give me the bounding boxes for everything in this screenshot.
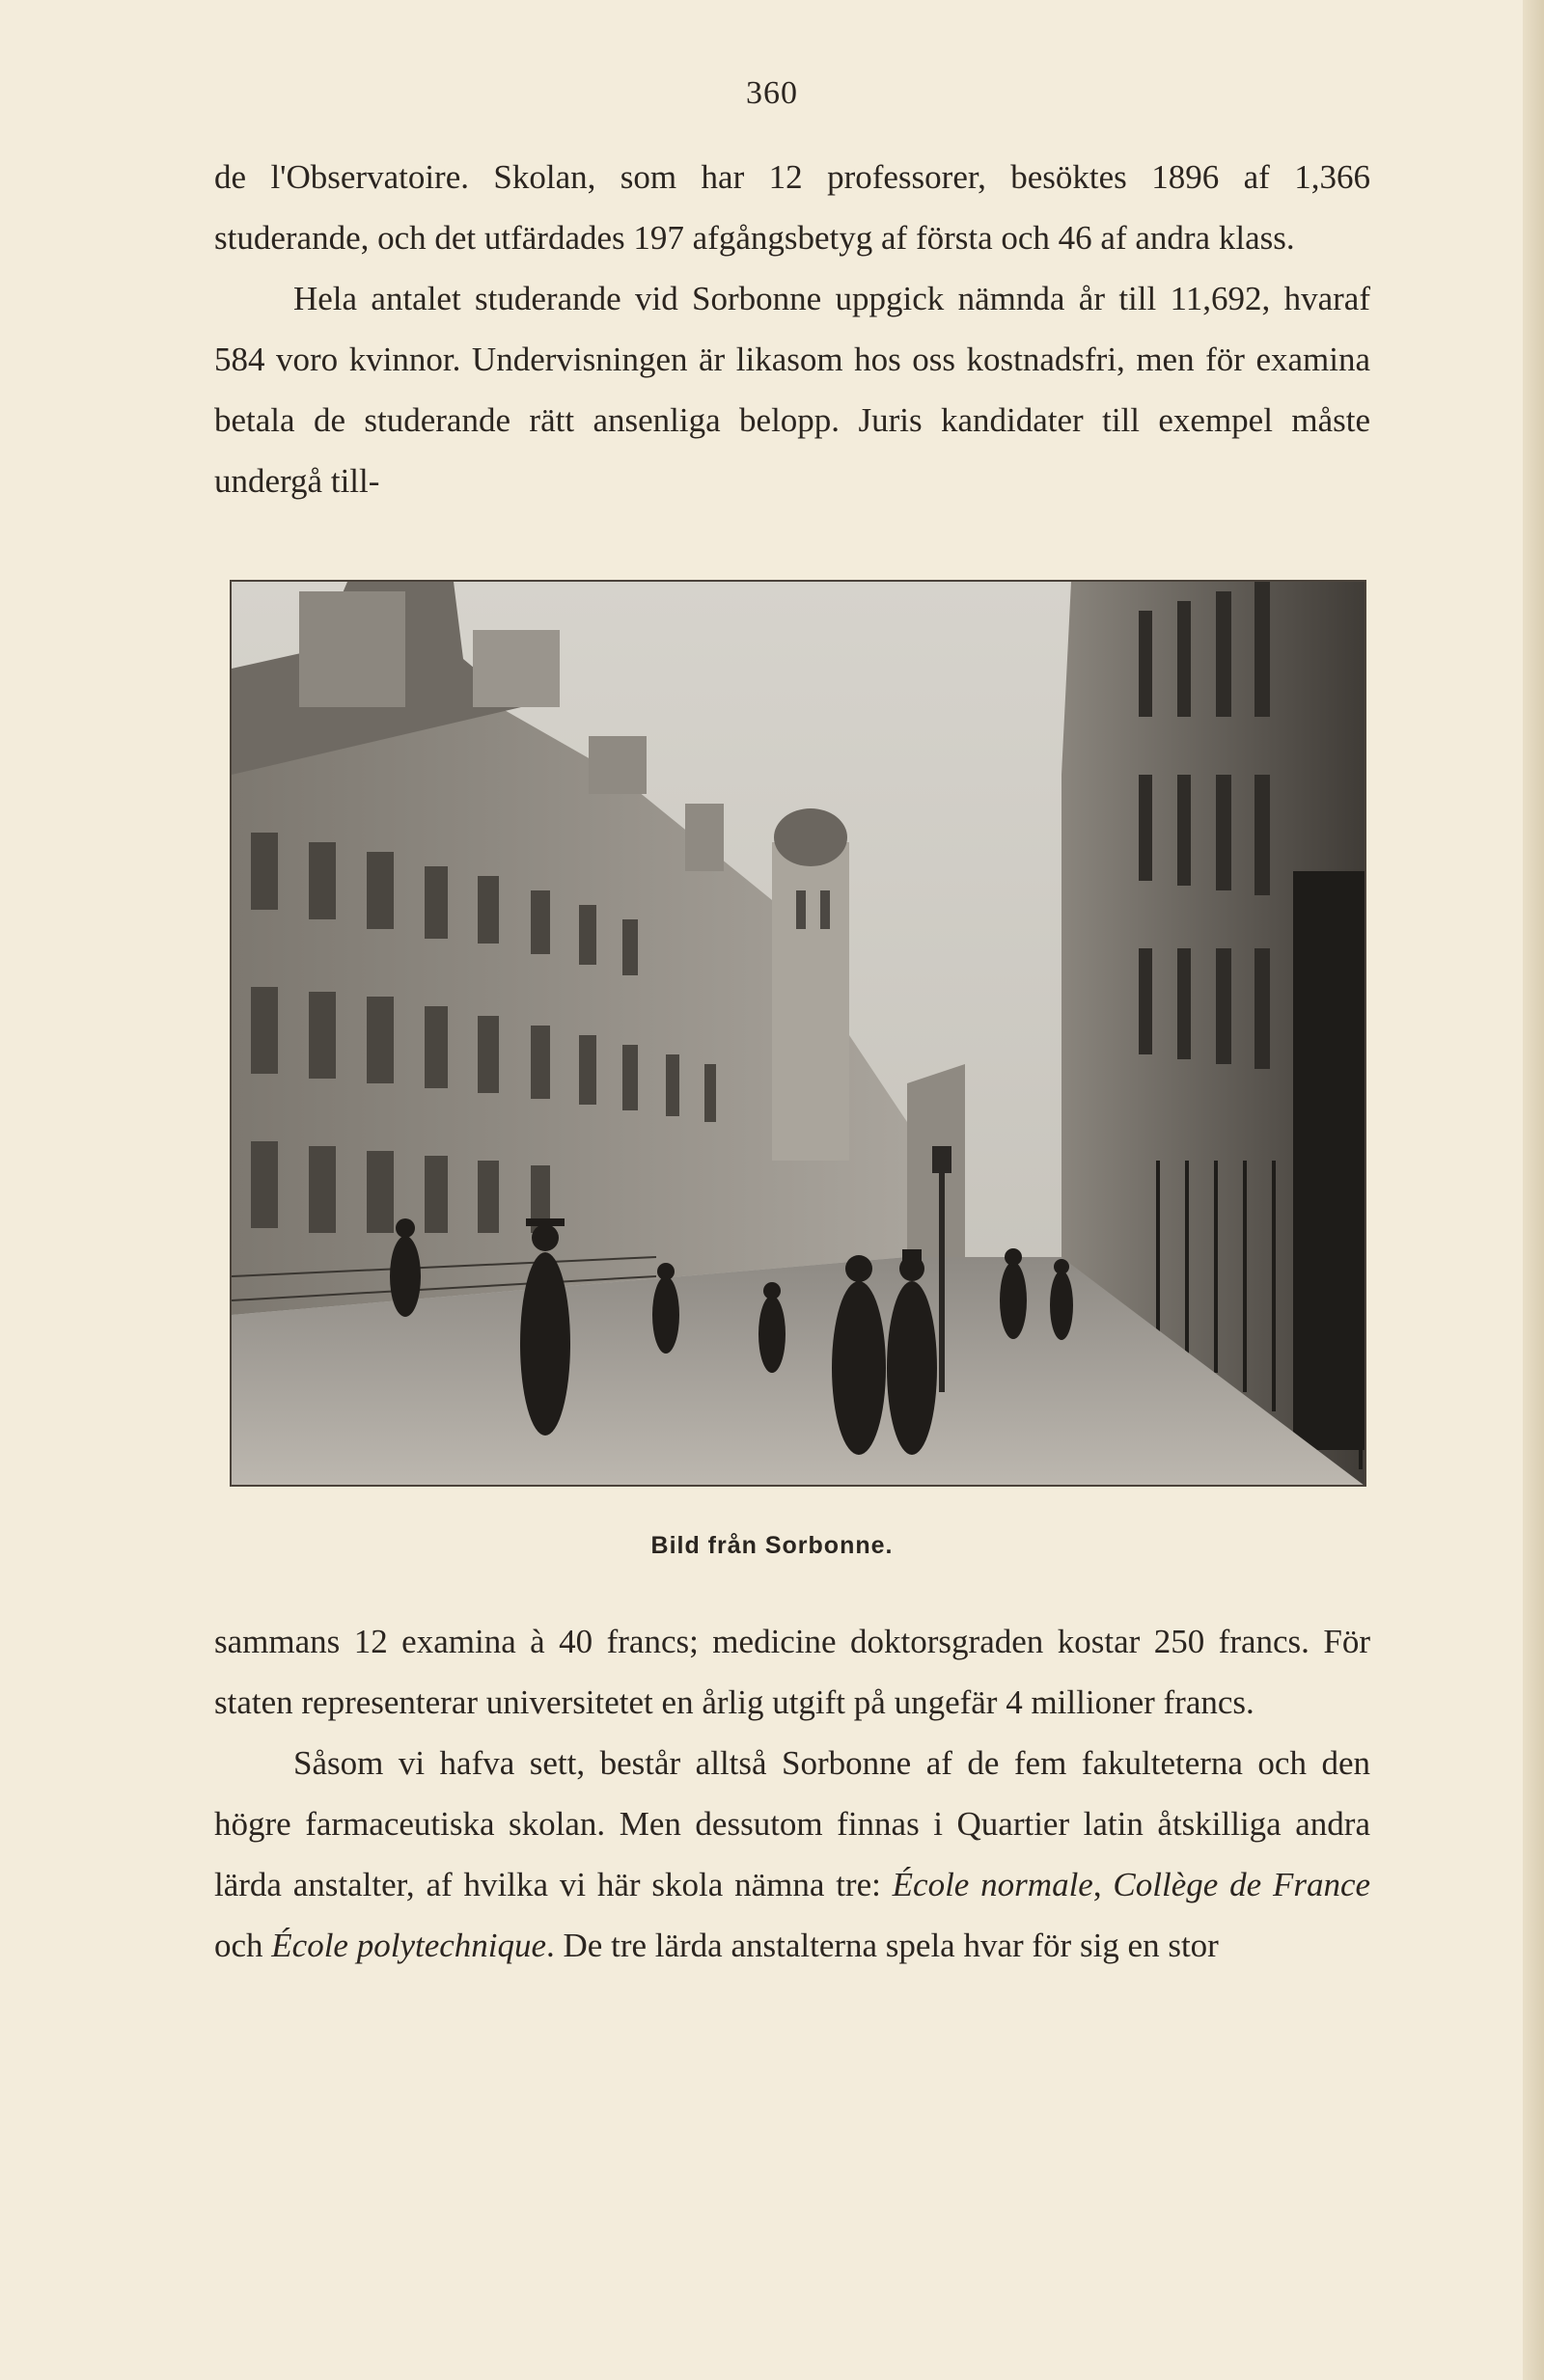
text-block-bottom (214, 1611, 1370, 1976)
separator: , (1092, 1866, 1114, 1903)
page-number: 360 (746, 75, 798, 111)
paragraph (214, 1733, 1370, 1976)
paragraph: Hela antalet studerande vid Sorbonne uppgick nämnda år till 11,692, hvaraf 584 voro kvinnor. Undervisningen är likasom hos oss kostnadsfri, men för examina betala de studerande rätt ansenliga belopp. Juris kandidater till exempel måste undergå till- (214, 280, 1370, 500)
institution-name: École normale (892, 1866, 1093, 1903)
institution-name: Collège de France (1113, 1866, 1371, 1903)
separator: och (214, 1927, 272, 1964)
institution-name: École polytechnique (271, 1927, 547, 1964)
figure-caption: Bild från Sorbonne. (650, 1532, 894, 1559)
paragraph-text: . De tre lärda anstalterna spela hvar för sig en stor (546, 1927, 1219, 1964)
text-block-top (214, 147, 1370, 511)
paragraph: de l'Observatoire. Skolan, som har 12 professorer, besöktes 1896 af 1,366 studerande, och det utfärdades 197 afgångsbetyg af första och 46 af andra klass. (214, 158, 1370, 257)
paragraph-text: Såsom vi hafva sett, består alltså Sorbonne af de fem fakulteterna och den högre farmaceutiska skolan. Men dessutom finnas i Quartier latin åtskilliga andra lärda anstalter, af hvilka vi här skola nämna tre: (214, 1744, 1370, 1903)
page-edge (1523, 0, 1544, 2380)
paragraph: sammans 12 examina à 40 francs; medicine doktorsgraden kostar 250 francs. För staten representerar universitetet en årlig utgift på ungefär 4 millioner francs. (214, 1623, 1370, 1721)
sorbonne-street-photo (230, 580, 1366, 1487)
